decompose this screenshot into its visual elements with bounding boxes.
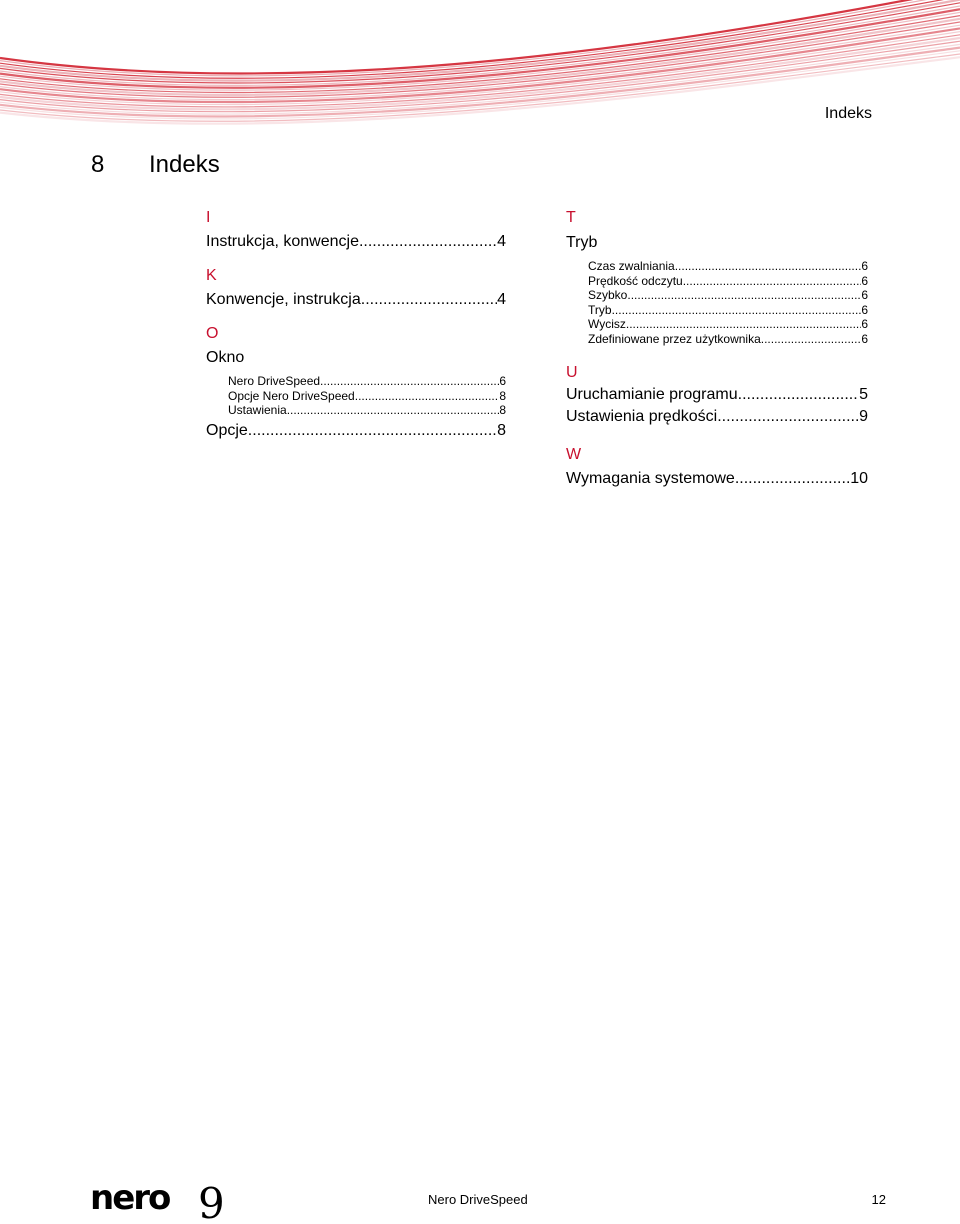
index-entry-text: Instrukcja, konwencje xyxy=(206,233,359,250)
index-entry-page: 8 xyxy=(497,421,506,439)
leader-dots xyxy=(359,232,497,252)
footer-product: Nero DriveSpeed xyxy=(428,1192,528,1207)
index-entry-text: Tryb xyxy=(588,302,612,317)
index-entry-page: 6 xyxy=(861,273,868,288)
index-subentry[interactable] xyxy=(566,288,868,303)
leader-dots xyxy=(738,385,859,405)
index-entry-page: 5 xyxy=(859,385,868,403)
index-subentry[interactable] xyxy=(566,303,868,318)
leader-dots xyxy=(612,303,862,318)
index-subentry[interactable] xyxy=(566,317,868,332)
index-letter-u: U xyxy=(566,363,578,381)
logo-version: 9 xyxy=(198,1182,225,1222)
index-letter-i: I xyxy=(206,209,211,226)
index-subentry[interactable] xyxy=(566,259,868,274)
index-heading: Okno xyxy=(206,349,245,366)
index-entry-text: Uruchamianie programu xyxy=(566,385,738,403)
index-entry-page: 6 xyxy=(861,302,868,317)
logo-wordmark: nero xyxy=(90,1182,170,1218)
index-entry-text: Wymagania systemowe xyxy=(566,469,735,487)
index-entry-text: Opcje xyxy=(206,421,248,439)
index-entry-page: 6 xyxy=(499,374,506,388)
leader-dots xyxy=(320,374,499,389)
banner-stripe xyxy=(0,0,960,74)
index-entry-page: 6 xyxy=(861,259,868,273)
leader-dots xyxy=(287,403,500,418)
index-subentry[interactable] xyxy=(206,374,506,389)
index-entry-page: 6 xyxy=(861,288,868,303)
index-subentry[interactable] xyxy=(566,274,868,289)
leader-dots xyxy=(626,317,861,332)
nero-logo xyxy=(90,1182,230,1222)
index-column-right xyxy=(566,208,868,489)
index-entry-page: 8 xyxy=(499,403,506,418)
index-entry-text: Ustawienia prędkości xyxy=(566,407,718,425)
chapter-heading xyxy=(91,151,220,179)
leader-dots xyxy=(735,469,850,489)
index-entry-text: Zdefiniowane przez użytkownika xyxy=(588,331,761,346)
index-entry-text: Konwencje, instrukcja xyxy=(206,291,361,308)
leader-dots xyxy=(248,421,497,441)
index-entry-page: 10 xyxy=(850,469,868,487)
index-letter-k: K xyxy=(206,267,217,284)
chapter-title: Indeks xyxy=(149,151,220,178)
leader-dots xyxy=(361,290,497,310)
leader-dots xyxy=(355,389,500,404)
index-entry[interactable] xyxy=(206,290,506,310)
index-letter-t: T xyxy=(566,209,576,226)
leader-dots xyxy=(627,288,861,303)
leader-dots xyxy=(761,332,862,347)
index-entry-text: Prędkość odczytu xyxy=(588,273,683,288)
header-banner xyxy=(0,0,960,140)
index-entry[interactable] xyxy=(566,385,868,405)
index-subentry[interactable] xyxy=(206,389,506,404)
index-entry[interactable] xyxy=(206,421,506,441)
index-entry-page: 9 xyxy=(859,407,868,425)
footer-page-number: 12 xyxy=(871,1192,886,1207)
running-header: Indeks xyxy=(824,105,872,122)
index-letter-o: O xyxy=(206,325,219,342)
index-entry-text: Ustawienia xyxy=(228,403,287,418)
leader-dots xyxy=(683,274,862,289)
index-subentry[interactable] xyxy=(566,332,868,347)
index-entry-page: 6 xyxy=(861,331,868,346)
index-entry[interactable] xyxy=(206,232,506,252)
chapter-number: 8 xyxy=(91,151,105,178)
index-subentry[interactable] xyxy=(206,403,506,418)
leader-dots xyxy=(675,259,862,274)
index-entry-text: Wycisz xyxy=(588,317,626,332)
index-entry-text: Nero DriveSpeed xyxy=(228,374,321,388)
index-entry-text: Opcje Nero DriveSpeed xyxy=(228,388,355,403)
banner-stripe xyxy=(0,0,960,81)
index-entry-page: 6 xyxy=(861,317,868,332)
index-entry-page: 4 xyxy=(497,233,506,250)
index-heading: Tryb xyxy=(566,234,598,251)
index-entry-page: 4 xyxy=(497,291,506,308)
index-entry-text: Czas zwalniania xyxy=(588,259,675,273)
index-entry-page: 8 xyxy=(499,388,506,403)
index-entry-text: Szybko xyxy=(588,288,628,303)
index-letter-w: W xyxy=(566,445,582,463)
index-entry[interactable] xyxy=(566,469,868,489)
leader-dots xyxy=(717,407,859,427)
index-column-left xyxy=(206,208,506,441)
index-entry[interactable] xyxy=(566,407,868,427)
